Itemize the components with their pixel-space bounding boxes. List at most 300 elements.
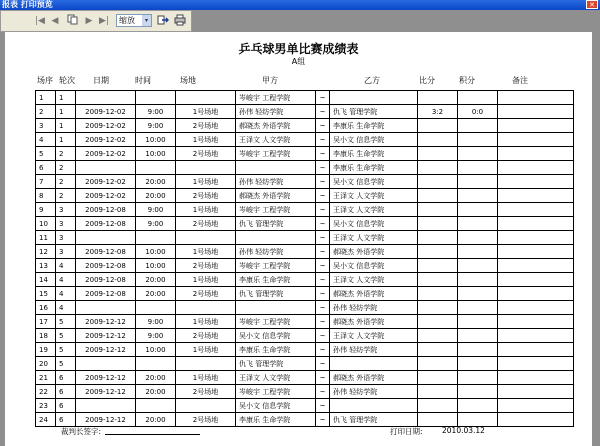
cell-party-b: 孙伟 轻纺学院 [330,343,418,357]
signature-line [105,434,200,435]
cell-score [418,413,458,427]
cell-party-a: 仇飞 管理学院 [236,357,316,371]
table-row [36,189,574,203]
cell-party-b: 仇飞 管理学院 [330,413,418,427]
table-row [36,217,574,231]
cell-score [418,119,458,133]
header-score: 比分 [419,76,435,85]
cell-party-b [330,91,418,105]
cell-time: 10:00 [136,133,176,147]
cell-round: 3 [56,217,76,231]
cell-date: 2009-12-08 [76,203,136,217]
cell-vs: ~ [316,161,330,175]
cell-remarks [498,315,574,329]
cell-round: 5 [56,315,76,329]
cell-vs: ~ [316,217,330,231]
table-row [36,147,574,161]
cell-vs: ~ [316,315,330,329]
cell-score [418,217,458,231]
print-button[interactable] [173,14,187,28]
table-row [36,329,574,343]
cell-score [418,133,458,147]
cell-round: 4 [56,273,76,287]
cell-points [458,343,498,357]
cell-score [418,343,458,357]
cell-match-no: 3 [36,119,56,133]
cell-party-b [330,399,418,413]
cell-match-no: 8 [36,189,56,203]
table-row [36,315,574,329]
cell-score [418,287,458,301]
cell-date [76,399,136,413]
cell-time: 10:00 [136,343,176,357]
cell-party-a: 仇飞 管理学院 [236,217,316,231]
cell-date: 2009-12-02 [76,189,136,203]
cell-party-b: 郝晓杰 外语学院 [330,315,418,329]
cell-match-no: 9 [36,203,56,217]
table-row [36,371,574,385]
table-row [36,287,574,301]
cell-vs: ~ [316,329,330,343]
results-table [35,90,574,427]
cell-time [136,91,176,105]
copy-page-icon [67,14,78,25]
cell-date: 2009-12-02 [76,133,136,147]
cell-points: 0:0 [458,105,498,119]
cell-time: 9:00 [136,217,176,231]
cell-score [418,273,458,287]
cell-match-no: 4 [36,133,56,147]
cell-remarks [498,273,574,287]
cell-vs: ~ [316,175,330,189]
cell-match-no: 12 [36,245,56,259]
report-subtitle: A组 [291,57,306,66]
cell-date [76,357,136,371]
cell-party-a: 岑峻宇 工程学院 [236,315,316,329]
cell-party-a: 郝晓杰 外语学院 [236,119,316,133]
table-row [36,119,574,133]
cell-time: 20:00 [136,287,176,301]
cell-vs: ~ [316,357,330,371]
cell-round: 6 [56,371,76,385]
cell-round: 6 [56,385,76,399]
cell-score [418,161,458,175]
cell-vs: ~ [316,147,330,161]
cell-round: 2 [56,161,76,175]
cell-match-no: 1 [36,91,56,105]
zoom-value: 缩放 [119,16,135,25]
cell-date: 2009-12-08 [76,259,136,273]
cell-remarks [498,175,574,189]
cell-vs: ~ [316,343,330,357]
cell-party-a: 王泽文 人文学院 [236,133,316,147]
cell-round: 2 [56,175,76,189]
page-copy-icon[interactable] [65,14,79,28]
cell-match-no: 17 [36,315,56,329]
cell-vs: ~ [316,203,330,217]
cell-party-b: 郝晓杰 外语学院 [330,371,418,385]
cell-score [418,357,458,371]
cell-score: 3:2 [418,105,458,119]
cell-vs: ~ [316,231,330,245]
cell-venue: 1号场地 [176,273,236,287]
cell-date: 2009-12-02 [76,147,136,161]
cell-party-b: 郝晓杰 外语学院 [330,287,418,301]
table-row [36,245,574,259]
cell-vs: ~ [316,399,330,413]
cell-party-b: 郝晓杰 外语学院 [330,245,418,259]
cell-vs: ~ [316,245,330,259]
cell-round: 3 [56,203,76,217]
cell-remarks [498,133,574,147]
cell-round: 1 [56,105,76,119]
cell-score [418,175,458,189]
cell-match-no: 6 [36,161,56,175]
print-date-label: 打印日期: [390,427,423,436]
table-row [36,105,574,119]
cell-party-a: 孙伟 轻纺学院 [236,245,316,259]
cell-vs: ~ [316,91,330,105]
cell-venue [176,231,236,245]
cell-party-b: 吴小文 信息学院 [330,175,418,189]
cell-date [76,231,136,245]
cell-remarks [498,371,574,385]
cell-party-a: 孙伟 轻纺学院 [236,105,316,119]
header-time: 时间 [135,76,151,85]
cell-round: 3 [56,231,76,245]
cell-time [136,231,176,245]
cell-party-a: 岑峻宇 工程学院 [236,259,316,273]
cell-remarks [498,329,574,343]
print-date-value: 2010.03.12 [442,426,485,435]
cell-time [136,161,176,175]
cell-match-no: 13 [36,259,56,273]
cell-date: 2009-12-08 [76,287,136,301]
cell-round: 2 [56,189,76,203]
cell-party-b: 王泽文 人文学院 [330,329,418,343]
cell-venue: 2号场地 [176,413,236,427]
cell-party-b: 王泽文 人文学院 [330,189,418,203]
cell-points [458,273,498,287]
cell-remarks [498,399,574,413]
cell-score [418,203,458,217]
cell-points [458,245,498,259]
cell-date [76,91,136,105]
cell-remarks [498,245,574,259]
preview-toolbar [0,10,192,32]
cell-date: 2009-12-02 [76,175,136,189]
report-page [5,32,592,446]
cell-venue: 1号场地 [176,133,236,147]
cell-match-no: 24 [36,413,56,427]
report-title: 乒乓球男单比赛成绩表 [238,42,359,56]
cell-time: 9:00 [136,203,176,217]
cell-party-b: 孙伟 轻纺学院 [330,385,418,399]
table-row [36,133,574,147]
cell-date: 2009-12-12 [76,385,136,399]
cell-party-a: 吴小文 信息学院 [236,399,316,413]
cell-match-no: 11 [36,231,56,245]
cell-venue: 1号场地 [176,203,236,217]
cell-venue: 1号场地 [176,315,236,329]
cell-points [458,147,498,161]
cell-points [458,329,498,343]
cell-party-b: 孙伟 轻纺学院 [330,301,418,315]
cell-time: 20:00 [136,371,176,385]
header-party-a: 甲方 [262,76,278,85]
cell-score [418,329,458,343]
cell-points [458,231,498,245]
cell-points [458,385,498,399]
cell-venue [176,301,236,315]
cell-remarks [498,287,574,301]
table-row [36,357,574,371]
cell-remarks [498,203,574,217]
table-row [36,399,574,413]
cell-time: 20:00 [136,189,176,203]
cell-score [418,231,458,245]
cell-date: 2009-12-02 [76,105,136,119]
chevron-down-icon[interactable]: ▾ [142,15,151,26]
cell-score [418,315,458,329]
cell-party-a [236,231,316,245]
cell-points [458,301,498,315]
header-points: 积分 [459,76,475,85]
cell-party-b: 李康乐 生命学院 [330,119,418,133]
table-row [36,259,574,273]
cell-date: 2009-12-12 [76,329,136,343]
cell-date [76,301,136,315]
cell-time: 9:00 [136,315,176,329]
cell-points [458,259,498,273]
cell-points [458,217,498,231]
cell-venue: 2号场地 [176,119,236,133]
cell-party-a: 王泽文 人文学院 [236,371,316,385]
zoom-select[interactable] [116,14,152,27]
cell-points [458,189,498,203]
cell-party-b: 王泽文 人文学院 [330,203,418,217]
cell-party-a: 岑峻宇 工程学院 [236,91,316,105]
cell-points [458,91,498,105]
cell-round: 1 [56,91,76,105]
cell-remarks [498,357,574,371]
cell-party-a [236,161,316,175]
cell-time: 20:00 [136,175,176,189]
next-page-button[interactable]: ▶ [85,16,93,26]
cell-party-b: 吴小文 信息学院 [330,259,418,273]
cell-match-no: 19 [36,343,56,357]
cell-remarks [498,259,574,273]
cell-venue: 2号场地 [176,259,236,273]
cell-venue: 2号场地 [176,189,236,203]
printer-icon [174,14,186,26]
cell-points [458,175,498,189]
cell-points [458,203,498,217]
table-row [36,385,574,399]
cell-time: 20:00 [136,385,176,399]
cell-party-b: 仇飞 管理学院 [330,105,418,119]
cell-match-no: 18 [36,329,56,343]
cell-round: 4 [56,259,76,273]
cell-venue: 1号场地 [176,175,236,189]
cell-date [76,161,136,175]
cell-venue: 2号场地 [176,217,236,231]
cell-match-no: 16 [36,301,56,315]
cell-party-a: 仇飞 管理学院 [236,287,316,301]
cell-match-no: 15 [36,287,56,301]
cell-points [458,413,498,427]
cell-time: 10:00 [136,147,176,161]
cell-party-a: 郝晓杰 外语学院 [236,189,316,203]
cell-vs: ~ [316,287,330,301]
cell-date: 2009-12-12 [76,413,136,427]
cell-score [418,259,458,273]
cell-remarks [498,231,574,245]
cell-party-b: 吴小文 信息学院 [330,217,418,231]
table-row [36,343,574,357]
table-row [36,301,574,315]
cell-vs: ~ [316,385,330,399]
cell-party-a: 岑峻宇 工程学院 [236,385,316,399]
close-button[interactable]: ✕ [586,0,598,9]
cell-vs: ~ [316,371,330,385]
cell-party-a: 李康乐 生命学院 [236,343,316,357]
header-match-no: 场序 [37,76,53,85]
cell-party-a [236,301,316,315]
cell-round: 3 [56,245,76,259]
referee-signature-label: 裁判长签字: [61,427,102,436]
cell-round: 4 [56,287,76,301]
cell-date: 2009-12-02 [76,119,136,133]
cell-time: 10:00 [136,259,176,273]
cell-points [458,287,498,301]
table-row [36,231,574,245]
cell-date: 2009-12-08 [76,217,136,231]
cell-date: 2009-12-08 [76,273,136,287]
cell-remarks [498,105,574,119]
cell-points [458,133,498,147]
cell-venue [176,161,236,175]
cell-match-no: 7 [36,175,56,189]
window-title: 报表 打印预览 [2,0,53,9]
cell-time: 9:00 [136,119,176,133]
prev-page-button[interactable]: ◀ [51,16,59,26]
cell-round: 1 [56,133,76,147]
cell-venue: 1号场地 [176,371,236,385]
cell-match-no: 5 [36,147,56,161]
cell-vs: ~ [316,413,330,427]
header-round: 轮次 [59,76,75,85]
table-row [36,413,574,427]
cell-round: 5 [56,329,76,343]
cell-party-b [330,357,418,371]
cell-score [418,189,458,203]
cell-vs: ~ [316,301,330,315]
table-row [36,161,574,175]
cell-party-b: 王泽文 人文学院 [330,273,418,287]
cell-points [458,357,498,371]
cell-round: 2 [56,147,76,161]
first-page-button[interactable]: |◀ [35,16,45,26]
cell-venue: 1号场地 [176,343,236,357]
cell-time: 20:00 [136,273,176,287]
table-row [36,175,574,189]
cell-remarks [498,161,574,175]
cell-party-b: 王泽文 人文学院 [330,231,418,245]
cell-remarks [498,385,574,399]
cell-date: 2009-12-12 [76,315,136,329]
cell-points [458,371,498,385]
header-party-b: 乙方 [364,76,380,85]
cell-remarks [498,217,574,231]
cell-date: 2009-12-08 [76,245,136,259]
cell-time [136,301,176,315]
results-table-body [36,91,574,427]
cell-score [418,301,458,315]
cell-round: 4 [56,301,76,315]
cell-venue [176,399,236,413]
cell-date: 2009-12-12 [76,371,136,385]
cell-party-a: 吴小文 信息学院 [236,329,316,343]
cell-remarks [498,119,574,133]
cell-score [418,91,458,105]
header-date: 日期 [93,76,109,85]
last-page-button[interactable]: ▶| [99,16,109,26]
cell-score [418,371,458,385]
cell-time [136,399,176,413]
cell-score [418,399,458,413]
cell-venue [176,357,236,371]
cell-remarks [498,343,574,357]
cell-score [418,147,458,161]
cell-party-a: 孙伟 轻纺学院 [236,175,316,189]
cell-vs: ~ [316,133,330,147]
cell-points [458,119,498,133]
cell-match-no: 10 [36,217,56,231]
cell-party-b: 吴小文 信息学院 [330,133,418,147]
cell-venue: 2号场地 [176,385,236,399]
cell-venue: 2号场地 [176,147,236,161]
cell-remarks [498,301,574,315]
cell-time: 9:00 [136,105,176,119]
cell-party-a: 岑峻宇 工程学院 [236,147,316,161]
cell-time: 10:00 [136,245,176,259]
export-button[interactable] [156,14,170,28]
table-row [36,91,574,105]
export-icon [157,14,169,26]
cell-round: 5 [56,343,76,357]
cell-score [418,385,458,399]
cell-remarks [498,189,574,203]
cell-party-b: 李康乐 生命学院 [330,161,418,175]
header-remarks: 备注 [512,76,528,85]
cell-points [458,315,498,329]
cell-remarks [498,91,574,105]
cell-score [418,245,458,259]
cell-round: 6 [56,413,76,427]
cell-round: 5 [56,357,76,371]
cell-points [458,399,498,413]
cell-time [136,357,176,371]
cell-match-no: 14 [36,273,56,287]
cell-venue: 1号场地 [176,245,236,259]
cell-vs: ~ [316,105,330,119]
cell-venue [176,91,236,105]
cell-round: 1 [56,119,76,133]
table-row [36,273,574,287]
cell-time: 9:00 [136,329,176,343]
cell-remarks [498,413,574,427]
